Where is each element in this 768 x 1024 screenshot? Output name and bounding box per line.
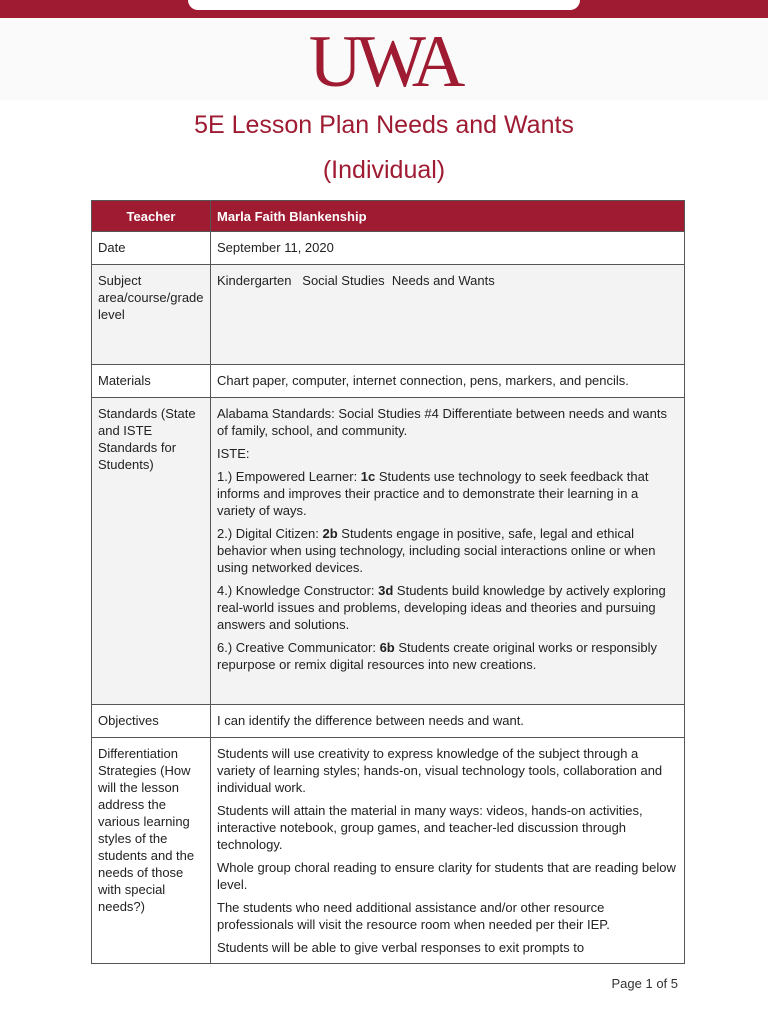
iste-standard [217,639,678,673]
page-number: Page 1 of 5 [611,976,678,991]
iste-text: Students use technology to seek feedback that informs and improves their practice and to demonstrate their learning in a variety of ways. [217,469,649,518]
differentiation-row [92,738,685,964]
teacher-value: Marla Faith Blankenship [211,201,685,232]
materials-value: Chart paper, computer, internet connection, pens, markers, and pencils. [211,365,685,398]
subject-row [92,265,685,365]
iste-text: Students build knowledge by actively exploring real-world issues and problems, developing ideas and theories and pursuing answers and solutions. [217,583,666,632]
standards-row [92,398,685,705]
differentiation-item: Whole group choral reading to ensure clarity for students that are reading below level. [217,860,676,892]
lesson-plan-table [91,200,685,964]
objectives-row [92,705,685,738]
differentiation-item: The students who need additional assistance and/or other resource professionals will visit the resource room when needed per their IEP. [217,900,610,932]
page-subtitle: (Individual) [322,156,446,184]
top-banner-tab [188,0,580,10]
differentiation-item: Students will be able to give verbal responses to exit prompts to [217,940,585,955]
subject-value: Kindergarten Social Studies Needs and Wants [211,265,685,365]
iste-code: 3d [378,583,394,598]
date-value: September 11, 2020 [211,232,685,265]
uwa-logo: UWA [308,21,460,103]
differentiation-value [211,738,685,964]
iste-prefix: 1.) Empowered Learner: [217,469,361,484]
teacher-label: Teacher [92,201,211,232]
iste-code: 2b [322,526,338,541]
iste-text: Students create original works or responsibly repurpose or remix digital resources into new creations. [217,640,658,672]
standards-value [211,398,685,705]
iste-prefix: 4.) Knowledge Constructor: [217,583,379,598]
iste-standard [217,525,678,576]
differentiation-label: Differentiation Strategies (How will the lesson address the various learning styles of the students and the needs of those with special needs?) [92,738,211,964]
standards-label: Standards (State and ISTE Standards for Students) [92,398,211,705]
materials-label: Materials [92,365,211,398]
iste-text: Students engage in positive, safe, legal and ethical behavior when using technology, including social interactions online or when using networked devices. [217,526,656,575]
iste-standard [217,582,678,633]
iste-code: 6b [379,640,395,655]
iste-standard [217,468,678,519]
page-title: 5E Lesson Plan Needs and Wants [194,111,574,139]
date-label: Date [92,232,211,265]
iste-prefix: 2.) Digital Citizen: [217,526,323,541]
materials-row [92,365,685,398]
teacher-row [92,201,685,232]
objectives-label: Objectives [92,705,211,738]
objectives-value: I can identify the difference between needs and want. [211,705,685,738]
iste-code: 1c [360,469,376,484]
date-row [92,232,685,265]
iste-prefix: 6.) Creative Communicator: [217,640,380,655]
alabama-standard: Alabama Standards: Social Studies #4 Differentiate between needs and wants of family, school, and community. [217,406,667,438]
subject-label: Subject area/course/grade level [92,265,211,365]
iste-heading: ISTE: [217,446,250,461]
differentiation-item: Students will attain the material in many ways: videos, hands-on activities, interactive notebook, group games, and teacher-led discussion through technology. [217,803,643,852]
differentiation-item: Students will use creativity to express knowledge of the subject through a variety of learning styles; hands-on, visual technology tools, collaboration and individual work. [217,746,663,795]
